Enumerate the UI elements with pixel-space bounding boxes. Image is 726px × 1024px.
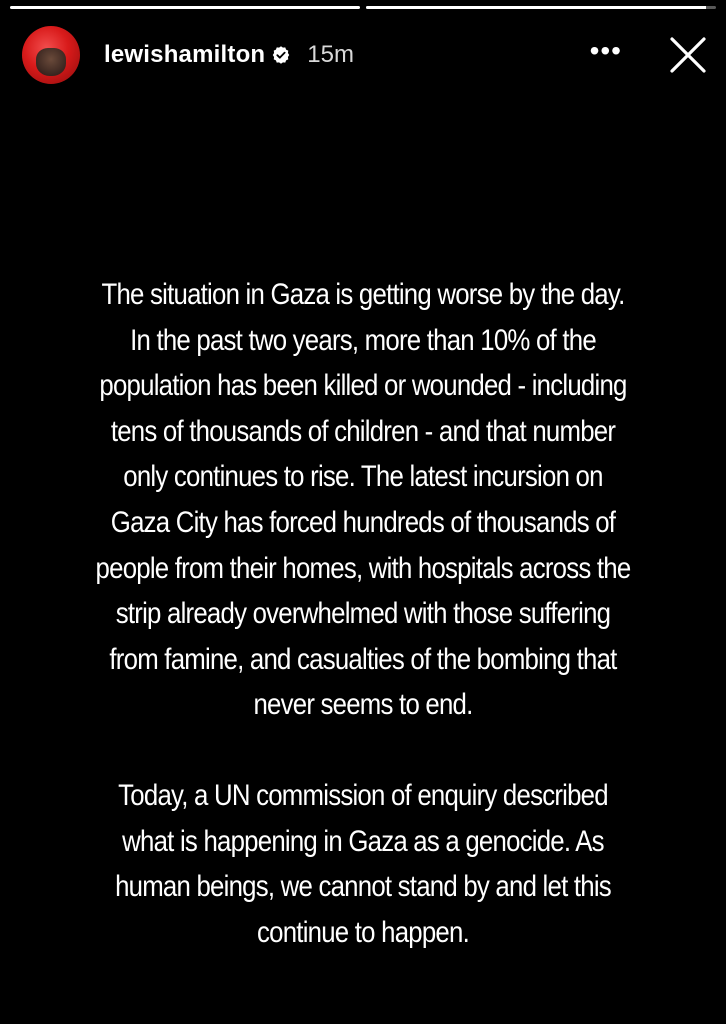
story-paragraph-2: Today, a UN commission of enquiry described what is happening in Gaza as a genocide. As human beings, we cannot stand by and let this continue to happen. bbox=[115, 778, 611, 949]
progress-segment-1 bbox=[10, 6, 360, 9]
username[interactable]: lewishamilton bbox=[104, 41, 266, 68]
progress-fill bbox=[10, 6, 360, 9]
more-options-icon[interactable]: ••• bbox=[589, 35, 622, 66]
avatar[interactable] bbox=[22, 26, 80, 84]
progress-fill bbox=[366, 6, 706, 9]
progress-segment-2 bbox=[366, 6, 716, 9]
story-paragraph-1: The situation in Gaza is getting worse by the day. In the past two years, more than 10% of the population has been killed or wounded - including tens of thousands of children - and that number only continues to rise. The latest incursion on Gaza City has forced hundreds of thousands of people from their homes, with hospitals across the strip already overwhelmed with those suffering from famine, and casualties of the bombing that never seems to end. bbox=[95, 278, 631, 722]
story-header bbox=[22, 24, 708, 86]
post-time: 15m bbox=[307, 41, 354, 68]
story-text bbox=[94, 272, 632, 955]
close-icon[interactable] bbox=[668, 35, 708, 75]
avatar-face bbox=[36, 48, 66, 76]
story-progress-bar bbox=[10, 6, 716, 9]
verified-badge-icon bbox=[271, 45, 291, 65]
